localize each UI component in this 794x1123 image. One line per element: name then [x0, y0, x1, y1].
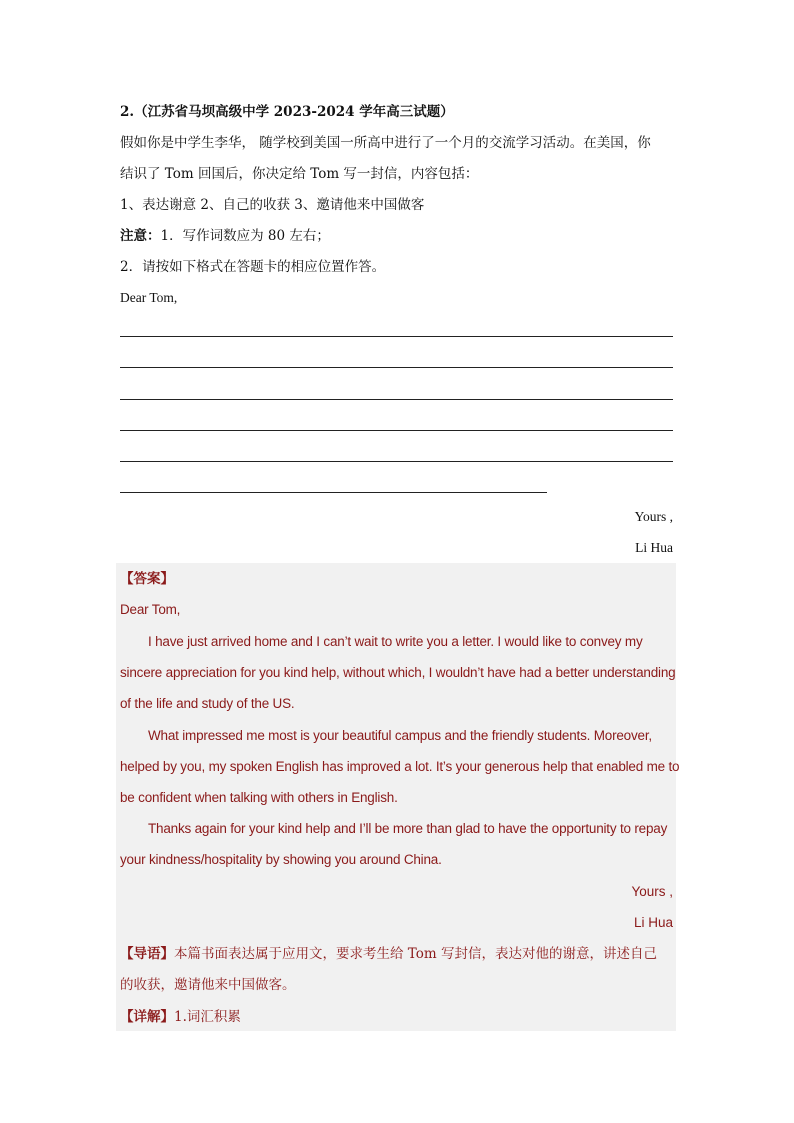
answer-line: be confident when talking with others in English. — [120, 790, 398, 805]
detail-label: 【详解】 — [120, 1009, 174, 1025]
answer-label: 【答案】 — [120, 571, 174, 587]
writing-line — [120, 336, 673, 337]
prompt-line-3: 1、表达谢意 2、自己的收获 3、邀请他来中国做客 — [120, 197, 425, 213]
question-signature: Li Hua — [635, 540, 673, 555]
answer-signature: Li Hua — [633, 915, 673, 930]
answer-line: Thanks again for your kind help and I’ll be more than glad to have the opportunity to repay — [148, 821, 668, 836]
answer-line: of the life and study of the US. — [120, 696, 295, 711]
question-closing: Yours , — [634, 509, 673, 524]
note-label: 注意： — [120, 228, 161, 244]
detail-text: 1.词汇积累 — [174, 1009, 241, 1025]
question-header: 2.（江苏省马坝高级中学 2023-2024 学年高三试题） — [120, 104, 454, 120]
guide-label: 【导语】 — [120, 946, 174, 962]
answer-line: What impressed me most is your beautiful campus and the friendly students. Moreover, — [148, 728, 652, 743]
answer-line: sincere appreciation for you kind help, without which, I wouldn’t have had a better understanding — [120, 665, 676, 680]
answer-closing: Yours , — [631, 884, 673, 899]
answer-salutation: Dear Tom, — [120, 602, 181, 617]
writing-line — [120, 492, 547, 493]
guide-text-1: 本篇书面表达属于应用文，要求考生给 Tom 写封信，表达对他的谢意，讲述自己 — [174, 946, 657, 962]
prompt-line-1: 假如你是中学生李华， 随学校到美国一所高中进行了一个月的交流学习活动。在美国，你 — [120, 135, 651, 151]
answer-line: your kindness/hospitality by showing you around China. — [120, 852, 442, 867]
guide-line-2: 的收获，邀请他来中国做客。 — [120, 977, 296, 993]
answer-line: helped by you, my spoken English has improved a lot. It’s your generous help that enabled me to — [120, 759, 680, 774]
writing-line — [120, 399, 673, 400]
note-line-1 — [120, 226, 330, 246]
question-salutation: Dear Tom, — [120, 290, 178, 305]
writing-line — [120, 367, 673, 368]
guide-line-1 — [120, 944, 657, 964]
note-line-2: 2．请按如下格式在答题卡的相应位置作答。 — [120, 259, 386, 275]
note-text-1: 1．写作词数应为 80 左右； — [160, 228, 330, 244]
answer-line: I have just arrived home and I can’t wait to write you a letter. I would like to convey my — [148, 634, 643, 649]
writing-line — [120, 461, 673, 462]
detail-line — [120, 1007, 241, 1027]
prompt-line-2: 结识了 Tom 回国后，你决定给 Tom 写一封信，内容包括： — [120, 166, 479, 182]
writing-line — [120, 430, 673, 431]
